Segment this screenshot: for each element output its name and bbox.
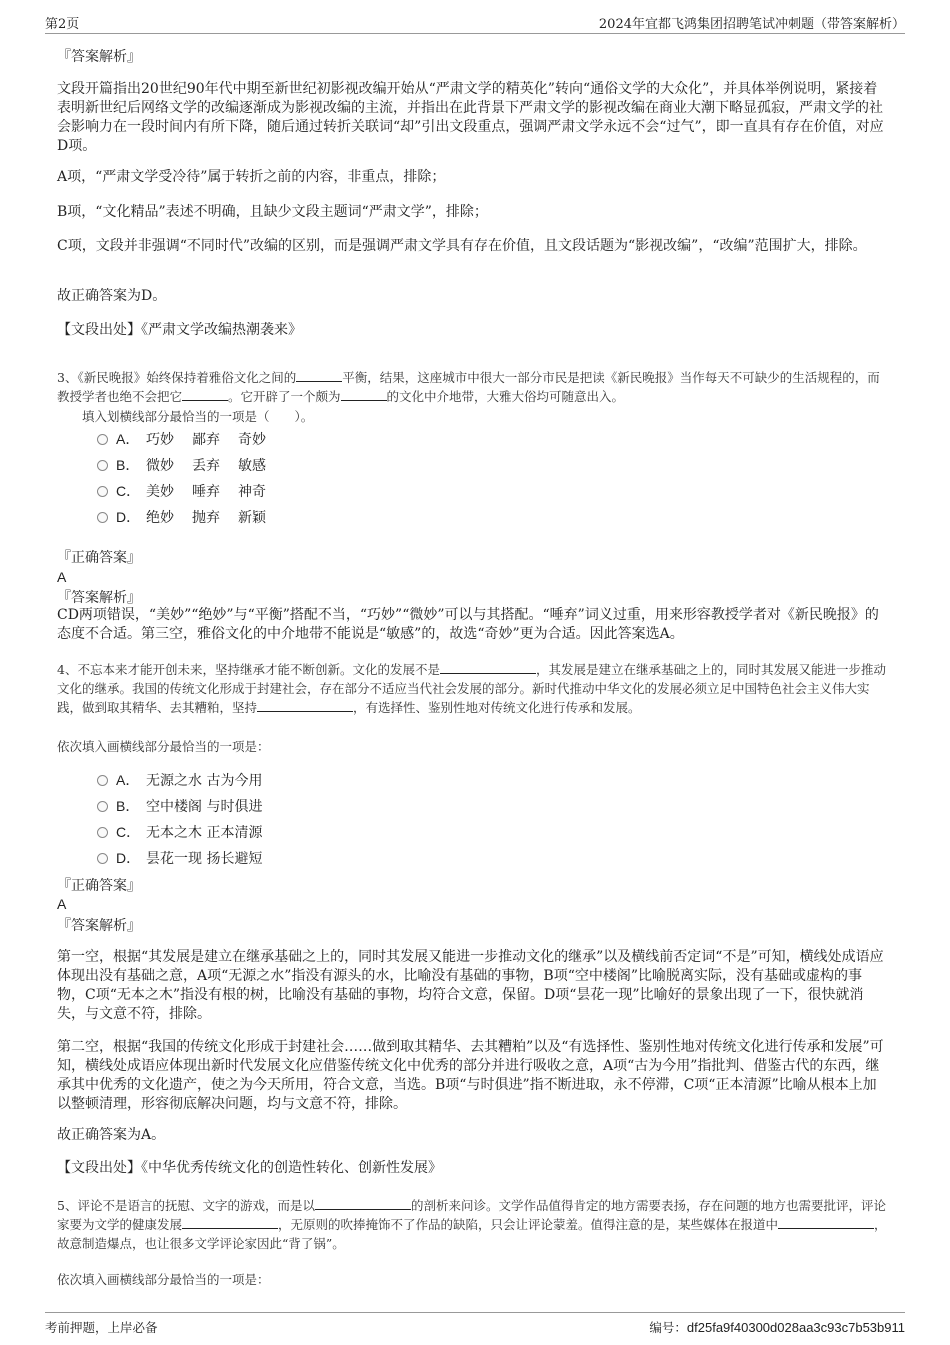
radio-button-icon[interactable] — [97, 853, 108, 864]
q5-prompt: 依次填入画横线部分最恰当的一项是： — [57, 1272, 270, 1287]
q2-option-b-analysis: B项，“文化精品”表述不明确，且缺少文段主题词“严肃文学”，排除； — [57, 204, 488, 220]
q4-stem: 4、不忘本来才能开创未来，坚持继承才能不断创新。文化的发展不是 ，其发展是建立在继承基础之上的，同时其发展又能进一步推动文化的继承。我国的传统文化形成于封建社会，存在部分不适应当代社会发展的部分。新时代推动中华文化的发展必须立足中国特色社会主义伟大实践，做到取其精华、去其糟粕，坚持 ，有选择性、鉴别性地对传统文化进行传承和发展。 — [57, 662, 886, 715]
q3-option-d[interactable]: D． 绝妙 抛弃 新颖 — [97, 507, 284, 527]
q4-answer: 故正确答案为A。 — [57, 1127, 166, 1143]
q3-analysis: CD两项错误，“美妙”“绝妙”与“平衡”搭配不当，“巧妙”“微妙”可以与其搭配。“唾弃”词义过重，用来形容教授学者对《新民晚报》的态度不合适。第三空，雅俗文化的中介地带不能说是“敏感”的，故选“奇妙”更为合适。因此答案选A。 — [57, 607, 879, 642]
radio-button-icon[interactable] — [97, 486, 108, 497]
q3-option-c[interactable]: C． 美妙 唾弃 神奇 — [97, 481, 284, 501]
footer-slogan: 考前押题，上岸必备 — [45, 1320, 158, 1335]
blank-line — [182, 1215, 278, 1229]
blank-line — [341, 387, 387, 401]
q4-option-c[interactable]: C． 无本之木 正本清源 — [97, 822, 262, 842]
q3-correct-answer: A — [57, 569, 67, 585]
q3-option-a[interactable]: A． 巧妙 鄙弃 奇妙 — [97, 429, 284, 449]
q5-stem: 5、评论不是语言的抚慰、文字的游戏，而是以 的剖析来问诊。文学作品值得肯定的地方需要表扬，存在问题的地方也需要批评，评论家要为文学的健康发展 ，无原则的吹捧掩饰不了作品的缺陷，只会让评论蒙羞。值得注意的是，某些媒体在报道中 ，故意制造爆点，也让很多文学评论家因此“背了锅”。 — [57, 1198, 887, 1251]
radio-button-icon[interactable] — [97, 827, 108, 838]
q4-analysis-label: 『答案解析』 — [57, 918, 141, 934]
q4-analysis-first-blank: 第一空，根据“其发展是建立在继承基础之上的，同时其发展又能进一步推动文化的继承”以及横线前否定词“不是”可知，横线处成语应体现出没有基础之意，A项“无源之水”指没有源头的水，比喻没有基础的事物，B项“空中楼阁”比喻脱离实际，没有基础或虚构的事物，C项“无本之木”指没有根的树，比喻没有基础的事物，均符合文意，保留。D项“昙花一现”比喻好的景象出现了一下，很快就消失，与文意不符，排除。 — [57, 949, 884, 1022]
blank-line — [257, 698, 353, 712]
q3-option-b[interactable]: B． 微妙 丢弃 敏感 — [97, 455, 284, 475]
q2-analysis-label: 『答案解析』 — [57, 49, 141, 65]
q3-prompt: 填入划横线部分最恰当的一项是（ ）。 — [82, 409, 314, 424]
q4-analysis-second-blank: 第二空，根据“我国的传统文化形成于封建社会……做到取其精华、去其糟粕”以及“有选择性、鉴别性地对传统文化进行传承和发展”可知，横线处成语应体现出新时代发展文化应借鉴传统文化中优秀的部分并进行吸收之意，A项“古为今用”指批判、借鉴古代的东西，继承其中优秀的文化遗产，使之为今天所用，符合文意，当选。B项“与时俱进”指不断进取，永不停滞，C项“正本清源”比喻从根本上加以整顿清理，形容彻底解决问题，均与文意不符，排除。 — [57, 1039, 884, 1112]
q4-correct-answer: A — [57, 896, 67, 912]
radio-button-icon[interactable] — [97, 434, 108, 445]
q4-option-a[interactable]: A． 无源之水 古为今用 — [97, 770, 262, 790]
radio-button-icon[interactable] — [97, 775, 108, 786]
document-title: 2024年宜都飞鸿集团招聘笔试冲刺题（带答案解析） — [598, 17, 905, 32]
q2-answer: 故正确答案为D。 — [57, 288, 167, 304]
blank-line — [315, 1196, 411, 1210]
q2-option-a-analysis: A项，“严肃文学受冷待”属于转折之前的内容，非重点，排除； — [57, 169, 446, 185]
q4-correct-label: 『正确答案』 — [57, 878, 141, 894]
q4-source: 【文段出处】《中华优秀传统文化的创造性转化、创新性发展》 — [57, 1160, 442, 1176]
page-header — [45, 13, 905, 34]
q3-analysis-label: 『答案解析』 — [57, 590, 141, 606]
blank-line — [778, 1215, 874, 1229]
radio-button-icon[interactable] — [97, 801, 108, 812]
q4-option-d[interactable]: D． 昙花一现 扬长避短 — [97, 848, 262, 868]
q4-prompt: 依次填入画横线部分最恰当的一项是： — [57, 739, 270, 754]
blank-line — [296, 368, 342, 382]
q3-correct-label: 『正确答案』 — [57, 550, 141, 566]
q2-analysis-paragraph: 文段开篇指出20世纪90年代中期至新世纪初影视改编开始从“严肃文学的精英化”转向“通俗文学的大众化”，并具体举例说明，紧接着表明新世纪后网络文学的改编逐渐成为影视改编的主流，并指出在此背景下严肃文学的影视改编在商业大潮下略显孤寂，严肃文学的社会影响力在一段时间内有所下降，随后通过转折关联词“却”引出文段重点，强调严肃文学永远不会“过气”，即一直具有存在价值，对应D项。 — [57, 81, 884, 154]
q2-source: 【文段出处】《严肃文学改编热潮袭来》 — [57, 322, 302, 338]
page-footer — [45, 1312, 905, 1337]
q2-option-c-analysis: C项，文段并非强调“不同时代”改编的区别，而是强调严肃文学具有存在价值，且文段话题为“影视改编”，“改编”范围扩大，排除。 — [57, 238, 867, 254]
radio-button-icon[interactable] — [97, 460, 108, 471]
blank-line — [440, 660, 536, 674]
radio-button-icon[interactable] — [97, 512, 108, 523]
document-id: 编号：df25fa9f40300d028aa3c93c7b53b911 — [649, 1320, 905, 1335]
page-number: 第2页 — [45, 17, 80, 32]
q3-stem: 3、《新民晚报》始终保持着雅俗文化之间的 平衡，结果，这座城市中很大一部分市民是把读《新民晚报》当作每天不可缺少的生活规程的，而教授学者也绝不会把它 。它开辟了一个颇为 的文化中介地带，大雅大俗均可随意出入。 — [57, 370, 880, 404]
q4-option-b[interactable]: B． 空中楼阁 与时俱进 — [97, 796, 262, 816]
blank-line — [182, 387, 228, 401]
